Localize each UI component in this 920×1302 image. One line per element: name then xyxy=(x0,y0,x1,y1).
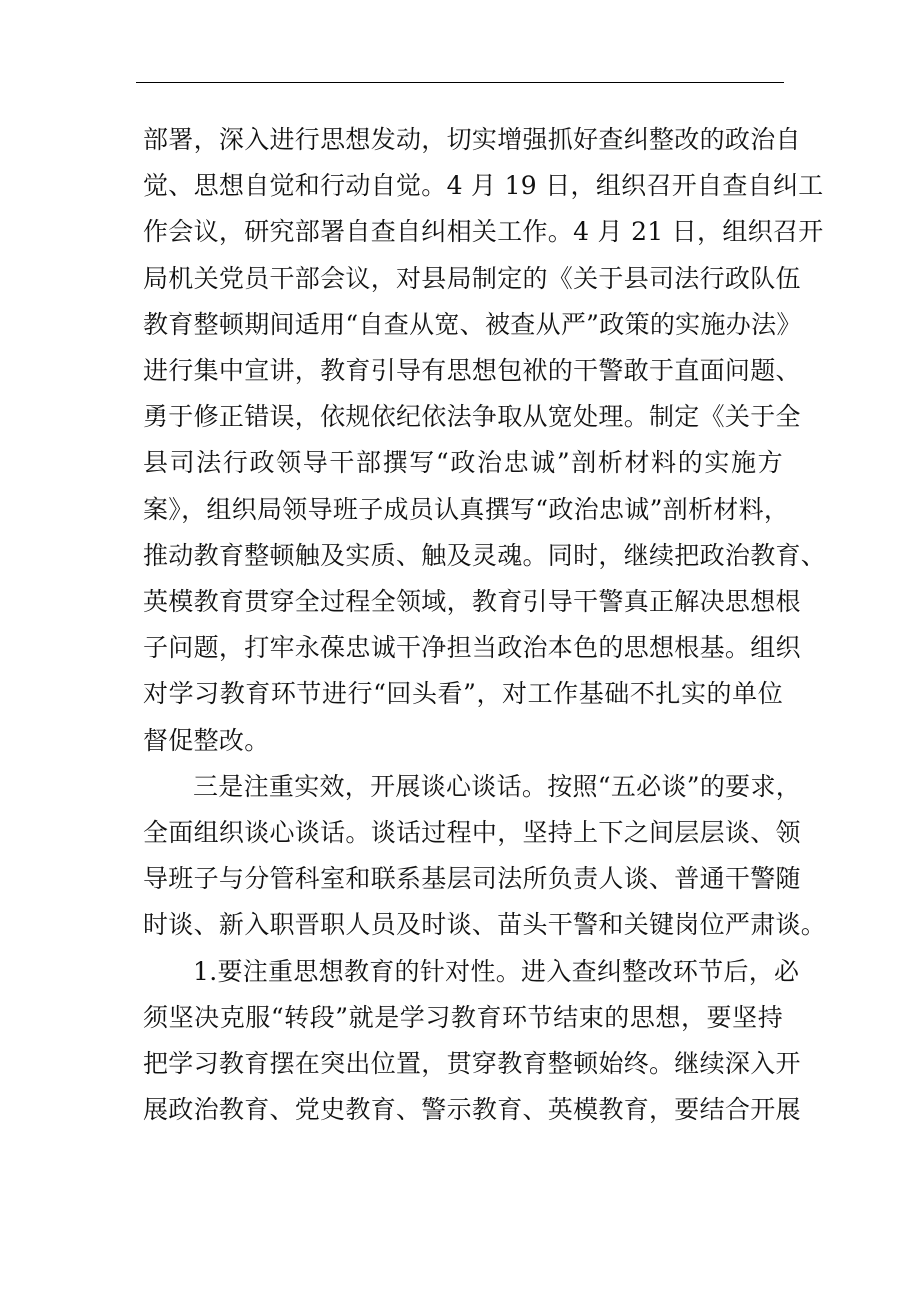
text-line: 作会议，研究部署自查自纠相关工作。4 月 21 日，组织召开 xyxy=(143,217,824,247)
text-line: 教育整顿期间适用“自查从宽、被查从严”政策的实施办法》 xyxy=(143,309,802,339)
text-line: 把学习教育摆在突出位置，贯穿教育整顿始终。继续深入开 xyxy=(143,1049,801,1079)
text-line: 对学习教育环节进行“回头看”，对工作基础不扎实的单位 xyxy=(143,679,783,709)
text-line: 推动教育整顿触及实质、触及灵魂。同时，继续把政治教育、 xyxy=(143,540,827,570)
paragraph-3 xyxy=(143,949,801,1134)
text-line: 英模教育贯穿全过程全领域，教育引导干警真正解决思想根 xyxy=(143,587,801,617)
text-line: 部署，深入进行思想发动，切实增强抓好查纠整改的政治自 xyxy=(143,125,801,154)
text-line: 勇于修正错误，依规依纪依法争取从宽处理。制定《关于全 xyxy=(143,402,801,432)
document-body xyxy=(143,117,827,1133)
header-rule xyxy=(136,82,784,83)
text-line: 时谈、新入职晋职人员及时谈、苗头干警和关键岗位严肃谈。 xyxy=(143,910,827,940)
text-line: 须坚决克服“转段”就是学习教育环节结束的思想，要坚持 xyxy=(143,1002,783,1032)
text-line: 局机关党员干部会议，对县局制定的《关于县司法行政队伍 xyxy=(143,263,801,293)
text-line: 子问题，打牢永葆忠诚干净担当政治本色的思想根基。组织 xyxy=(143,633,801,663)
text-line: 案》，组织局领导班子成员认真撰写“政治忠诚”剖析材料， xyxy=(143,494,790,524)
paragraph-1 xyxy=(143,117,827,764)
text-line: 督促整改。 xyxy=(143,725,270,755)
text-line: 1.要注重思想教育的针对性。进入查纠整改环节后，必 xyxy=(193,956,800,986)
text-line: 县司法行政领导干部撰写“政治忠诚”剖析材料的实施方 xyxy=(143,448,783,478)
paragraph-2 xyxy=(143,764,827,949)
text-line: 展政治教育、党史教育、警示教育、英模教育，要结合开展 xyxy=(143,1095,801,1125)
text-line: 导班子与分管科室和联系基层司法所负责人谈、普通干警随 xyxy=(143,864,801,894)
text-line: 觉、思想自觉和行动自觉。4 月 19 日，组织召开自查自纠工 xyxy=(143,171,824,201)
text-line: 三是注重实效，开展谈心谈话。按照“五必谈”的要求， xyxy=(193,771,802,801)
text-line: 进行集中宣讲，教育引导有思想包袱的干警敢于直面问题、 xyxy=(143,356,801,386)
text-line: 全面组织谈心谈话。谈话过程中，坚持上下之间层层谈、领 xyxy=(143,818,801,848)
